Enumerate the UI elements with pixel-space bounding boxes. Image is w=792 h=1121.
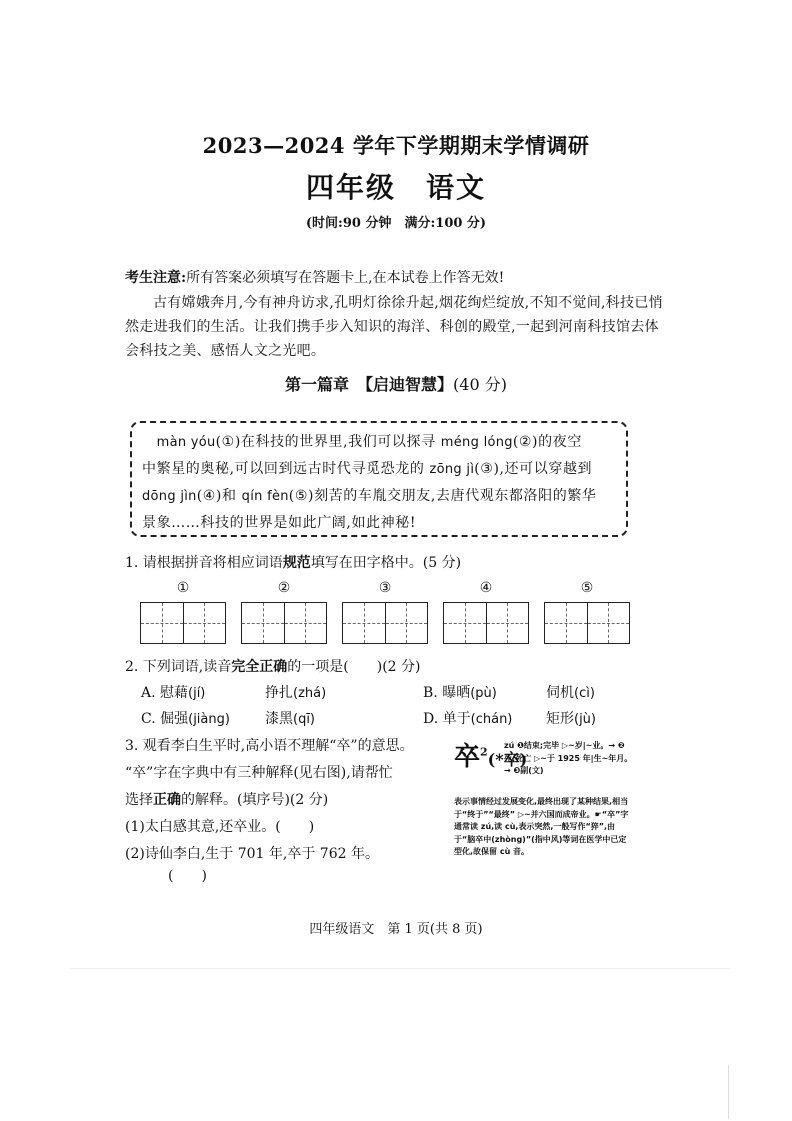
- scan-edge-line: [728, 1065, 729, 1119]
- question-3-item-1: (1)太白感其意,还卒业。( ): [125, 819, 315, 835]
- tianzi-grid-3[interactable]: [342, 602, 428, 644]
- question-3-item-2-blank: ( ): [168, 868, 207, 884]
- box-label-4: ④: [479, 580, 493, 596]
- box-label-1: ①: [176, 580, 190, 596]
- exam-title: 2023—2024 学年下学期期末学情调研: [202, 133, 590, 158]
- tianzi-grid-2[interactable]: [241, 602, 327, 644]
- box-label-3: ③: [378, 580, 392, 596]
- exam-subtitle: 四年级 语文: [305, 171, 486, 204]
- option-d-word-2: 矩形(jù): [546, 711, 596, 727]
- pinyin-4: dōng jìn: [142, 489, 197, 504]
- chapter-score: (40 分): [453, 375, 507, 394]
- question-3-line-1: 3. 观看李白生平时,高小语不理解“卒”的意思。: [125, 738, 414, 754]
- page-divider: [70, 968, 730, 969]
- dictionary-definition-2: 表示事情经过发展变化,最终出现了某种结果,相当于“终于”“最终” ▷~并六国而成帝业。☛“卒”字通常读 zú,读 cù,表示突然,一般写作“猝”,由于“脑卒中(zhòng)”(指中风)等词在医学中已定型化,故保留 cù 音。: [454, 797, 629, 856]
- pinyin-3: zōng jì: [429, 462, 475, 477]
- box-number-row: [138, 580, 630, 600]
- exam-time-info: (时间:90 分钟 满分:100 分): [305, 216, 487, 231]
- option-c-word-2: 漆黑(qī): [265, 711, 316, 727]
- pinyin-2: méng lóng: [440, 435, 513, 450]
- passage-line-2: 中繁星的奥秘,可以回到远古时代寻觅恐龙的 zōng jì(③),还可以穿越到: [142, 461, 593, 477]
- dictionary-definition-1: zú ❶结束;完毕 ▷~岁|~业。→ ❷死;死亡 ▷~于 1925 年|生~年月。→ ❸副(文): [504, 741, 633, 775]
- question-3-line-2: “卒”字在字典中有三种解释(见右图),请帮忙: [125, 765, 393, 781]
- intro-paragraph: 古有嫦娥奔月,今有神舟访求,孔明灯徐徐升起,烟花绚烂绽放,不知不觉间,科技已悄然走进我们的生活。让我们携手步入知识的海洋、科创的殿堂,一起到河南科技馆去体会科技之美、感悟人文之光吧。: [125, 295, 663, 359]
- option-d-word-1: D. 单于(chán): [423, 711, 513, 727]
- option-a-word-2: 挣扎(zhá): [265, 685, 327, 701]
- question-2: 2. 下列词语,读音完全正确的一项是( )(2 分): [125, 659, 421, 675]
- box-label-5: ⑤: [580, 580, 594, 596]
- tianzi-grid-4[interactable]: [443, 602, 529, 644]
- passage-line-1: màn yóu(①)在科技的世界里,我们可以探寻 méng lóng(②)的夜空: [156, 434, 582, 450]
- tianzi-grid-5[interactable]: [544, 602, 630, 644]
- question-3-line-3: 选择正确的解释。(填序号)(2 分): [125, 792, 329, 808]
- box-label-2: ②: [277, 580, 291, 596]
- option-b-word-1: B. 曝晒(pù): [423, 685, 497, 701]
- passage-line-3: dōng jìn(④)和 qín fèn(⑤)刻苦的车胤交朋友,去唐代观东都洛阳的繁华: [142, 488, 597, 504]
- pinyin-1: màn yóu: [156, 435, 216, 450]
- pinyin-5: qín fèn: [241, 489, 289, 504]
- question-1: 1. 请根据拼音将相应词语规范填写在田字格中。(5 分): [125, 555, 462, 571]
- option-b-word-2: 伺机(cì): [546, 685, 595, 701]
- notice-text: 所有答案必须填写在答题卡上,在本试卷上作答无效!: [186, 270, 505, 286]
- tianzi-grid-1[interactable]: [140, 602, 226, 644]
- notice: [125, 266, 670, 290]
- question-3-item-2: (2)诗仙李白,生于 701 年,卒于 762 年。: [125, 846, 379, 862]
- dictionary-entry: [454, 736, 634, 876]
- passage-line-4: 景象……科技的世界是如此广阔,如此神秘!: [142, 515, 417, 531]
- page-footer: 四年级语文 第 1 页(共 8 页): [309, 922, 483, 937]
- option-c-word-1: C. 倔强(jiàng): [141, 711, 230, 727]
- option-a-word-1: A. 慰藉(jí): [141, 685, 206, 701]
- reading-passage-box: [130, 421, 628, 537]
- dictionary-headword: 卒$^2$(*卒): [454, 742, 528, 772]
- chapter-heading: [0, 372, 792, 395]
- chapter-title: 第一篇章 【启迪智慧】: [285, 375, 454, 394]
- notice-label: 考生注意:: [125, 270, 187, 286]
